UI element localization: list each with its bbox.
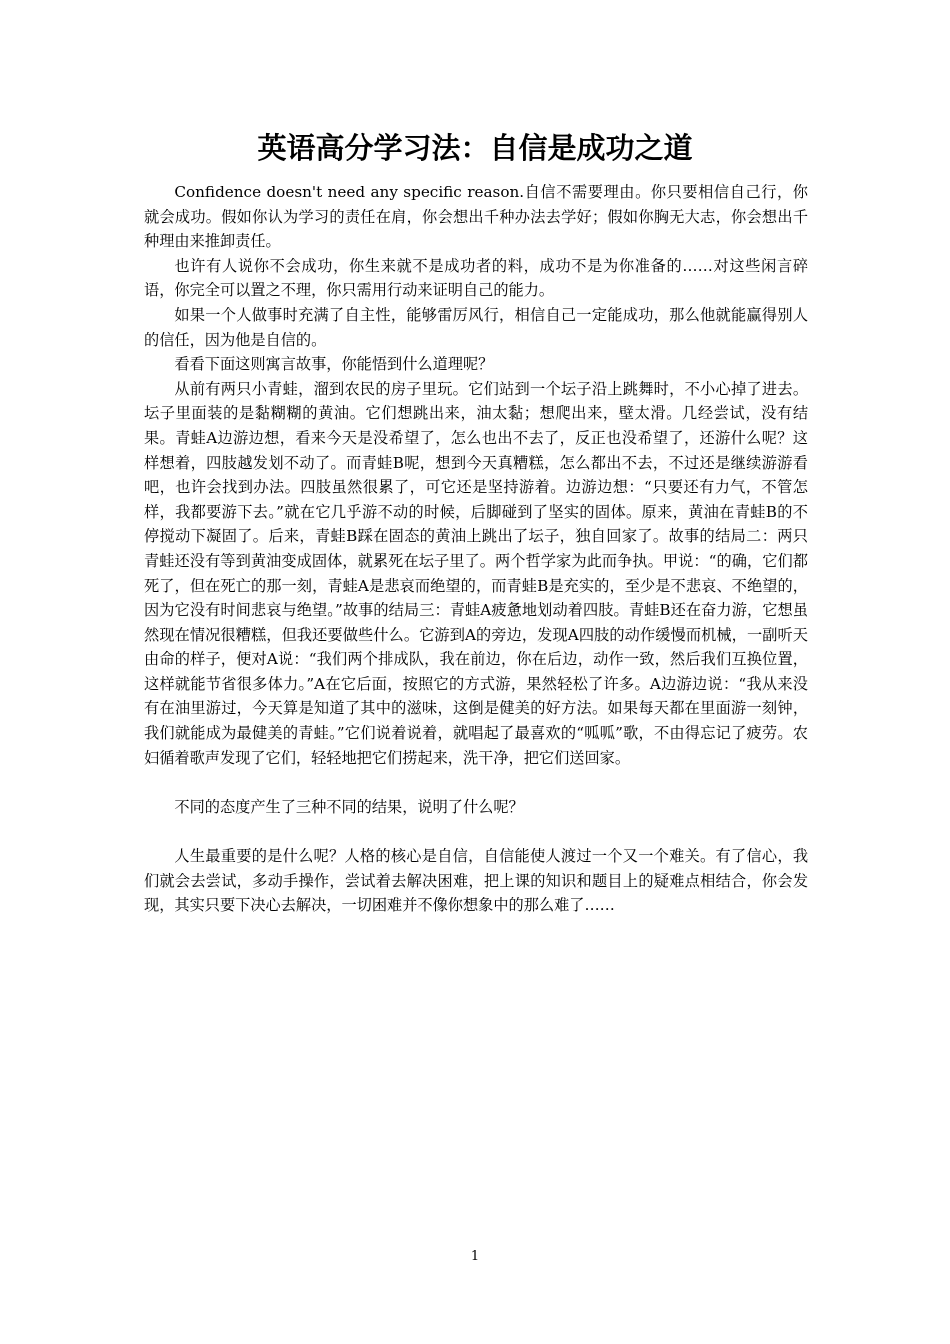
paragraph-trust: 如果一个人做事时充满了自主性，能够雷厉风行，相信自己一定能成功，那么他就能赢得别人的信任，因为他是自信的。 bbox=[144, 305, 808, 349]
paragraph-frog-fable: 从前有两只小青蛙，溜到农民的房子里玩。它们站到一个坛子沿上跳舞时，不小心掉了进去。坛子里面装的是黏糊糊的黄油。它们想跳出来，油太黏；想爬出来，壁太滑。几经尝试，没有结果。青蛙A边游边想，看来今天是没希望了，怎么也出不去了，反正也没希望了，还游什么呢？这样想着，四肢越发划不动了。而青蛙B呢，想到今天真糟糕，怎么都出不去，不过还是继续游游看吧，也许会找到办法。四肢虽然很累了，可它还是坚持游着。边游边想：“只要还有力气，不管怎样，我都要游下去。”就在它几乎游不动的时候，后脚碰到了坚实的固体。原来，黄油在青蛙B的不停搅动下凝固了。后来，青蛙B踩在固态的黄油上跳出了坛子，独自回家了。故事的结局二：两只青蛙还没有等到黄油变成固体，就累死在坛子里了。两个哲学家为此而争执。甲说：“的确，它们都死了，但在死亡的那一刻，青蛙A是悲哀而绝望的，而青蛙B是充实的，至少是不悲哀、不绝望的，因为它没有时间悲哀与绝望。”故事的结局三：青蛙A疲惫地划动着四肢。青蛙B还在奋力游，它想虽然现在情况很糟糕，但我还要做些什么。它游到A的旁边，发现A四肢的动作缓慢而机械，一副听天由命的样子，便对A说：“我们两个排成队，我在前边，你在后边，动作一致，然后我们互换位置，这样就能节省很多体力。”A在它后面，按照它的方式游，果然轻松了许多。A边游边说：“我从来没有在油里游过，今天算是知道了其中的滋味，这倒是健美的好方法。如果每天都在里面游一刻钟，我们就能成为最健美的青蛙。”它们说着说着，就唱起了最喜欢的“呱呱”歌，不由得忘记了疲劳。农妇循着歌声发现了它们，轻轻地把它们捞起来，洗干净，把它们送回家。 bbox=[144, 379, 808, 767]
document-title: 英语高分学习法：自信是成功之道 bbox=[257, 131, 693, 165]
paragraph-intro: Confidence doesn't need any specific reason.自信不需要理由。你只要相信自己行，你就会成功。假如你认为学习的责任在肩，你会想出千种办法去学好；假如你胸无大志，你会想出千种理由来推卸责任。 bbox=[144, 183, 808, 251]
paragraph-fable-intro: 看看下面这则寓言故事，你能悟到什么道理呢？ bbox=[174, 355, 494, 374]
paragraph-ignore-gossip: 也许有人说你不会成功，你生来就不是成功者的料，成功不是为你准备的……对这些闲言碎语，你完全可以置之不理，你只需用行动来证明自己的能力。 bbox=[144, 256, 808, 300]
paragraph-question: 不同的态度产生了三种不同的结果，说明了什么呢？ bbox=[174, 797, 524, 816]
paragraph-conclusion: 人生最重要的是什么呢？人格的核心是自信，自信能使人渡过一个又一个难关。有了信心，我们就会去尝试，多动手操作，尝试着去解决困难，把上课的知识和题目上的疑难点相结合，你会发现，其实只要下决心去解决，一切困难并不像你想象中的那么难了…… bbox=[144, 847, 808, 915]
document-body bbox=[144, 180, 808, 918]
page-number: 1 bbox=[470, 1249, 480, 1264]
